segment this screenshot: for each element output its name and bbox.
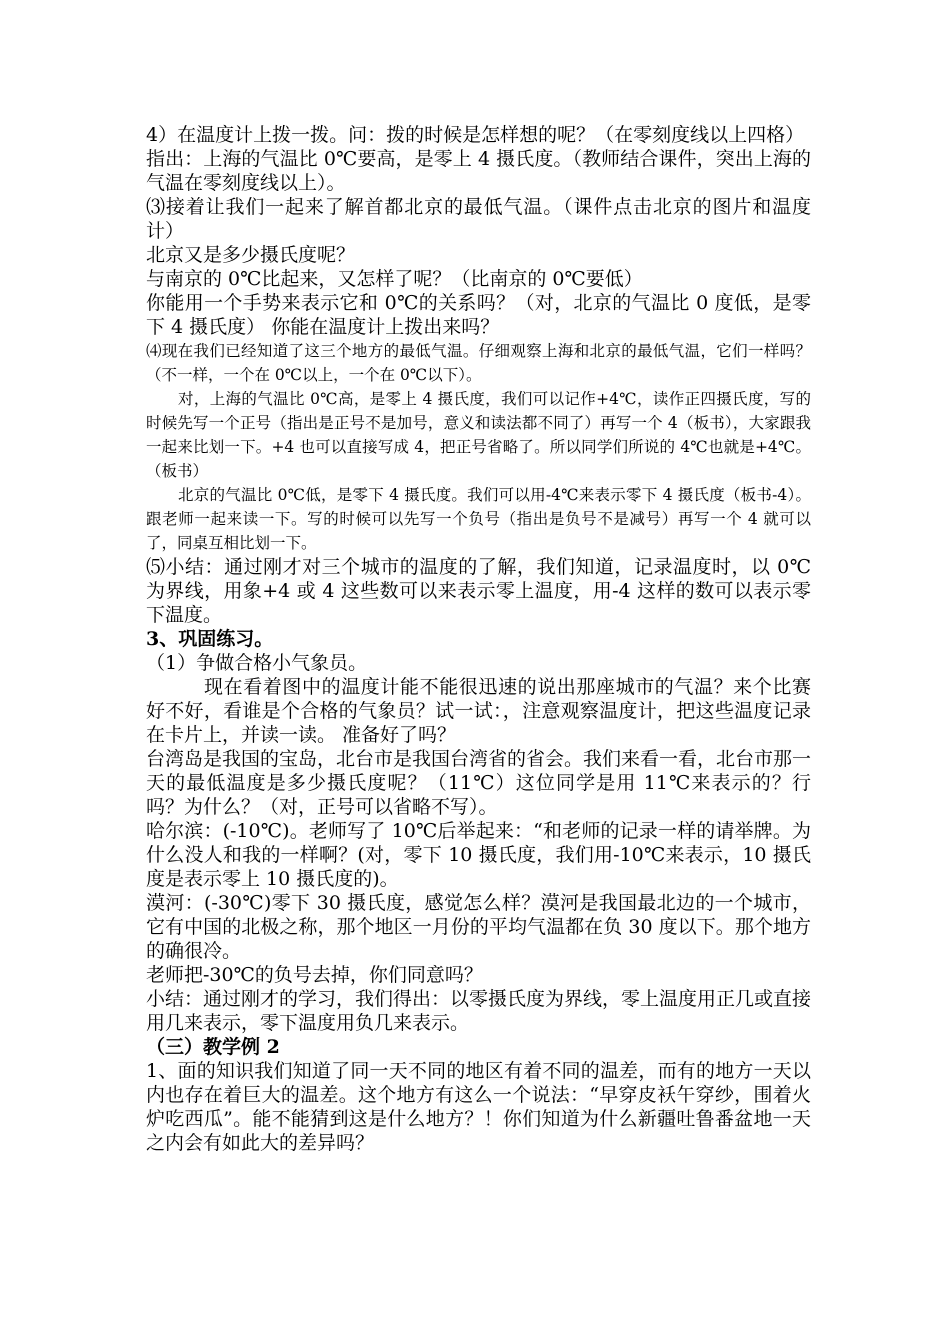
paragraph-9: 北京的气温比 0℃低，是零下 4 摄氏度。我们可以用-4℃来表示零下 4 摄氏度（板书-4）。跟老师一起来读一下。写的时候可以先写一个负号（指出是负号不是减号）再写一个 4 就可以了，同桌互相比划一下。 — [146, 486, 811, 552]
document-page — [146, 123, 811, 1155]
section-heading-practice: 3、巩固练习。 — [146, 628, 274, 650]
paragraph-2: 指出：上海的气温比 0℃要高，是零上 4 摄氏度。（教师结合课件，突出上海的气温在零刻度线以上）。 — [146, 148, 811, 194]
paragraph-14: 台湾岛是我国的宝岛，北台市是我国台湾省的省会。我们来看一看，北台市那一天的最低温度是多少摄氏度呢？（11℃）这位同学是用 11℃来表示的？行吗？为什么？（对，正号可以省略不写）。 — [146, 748, 812, 818]
paragraph-4: 北京又是多少摄氏度呢？ — [146, 244, 356, 266]
paragraph-5: 与南京的 0℃比起来，又怎样了呢？（比南京的 0℃要低） — [146, 268, 643, 290]
paragraph-17: 老师把-30℃的负号去掉，你们同意吗？ — [146, 964, 483, 986]
paragraph-1: 4）在温度计上拨一拨。问：拨的时候是怎样想的呢？（在零刻度线以上四格） — [146, 124, 805, 146]
paragraph-16: 漠河：(-30℃)零下 30 摄氏度，感觉怎么样？漠河是我国最北边的一个城市，它有中国的北极之称，那个地区一月份的平均气温都在负 30 度以下。那个地方的确很冷。 — [146, 892, 811, 962]
paragraph-6: 你能用一个手势来表示它和 0℃的关系吗？（对，北京的气温比 0 度低，是零下 4 摄氏度） 你能在温度计上拨出来吗？ — [146, 292, 811, 338]
paragraph-10: ⑸小结：通过刚才对三个城市的温度的了解，我们知道，记录温度时，以 0℃为界线，用象+4 或 4 这些数可以来表示零上温度，用-4 这样的数可以表示零下温度。 — [146, 556, 811, 626]
paragraph-20: 1、面的知识我们知道了同一天不同的地区有着不同的温差，而有的地方一天以内也存在着巨大的温差。这个地方有这么一个说法：“早穿皮袄午穿纱，围着火炉吃西瓜”。能不能猜到这是什么地方？！你们知道为什么新疆吐鲁番盆地一天之内会有如此大的差异吗？ — [146, 1060, 811, 1154]
paragraph-12: （1）争做合格小气象员。 — [146, 652, 368, 674]
paragraph-3: ⑶接着让我们一起来了解首都北京的最低气温。（课件点击北京的图片和温度计） — [146, 196, 811, 242]
paragraph-8: 对，上海的气温比 0℃高，是零上 4 摄氏度，我们可以记作+4℃，读作正四摄氏度，写的时候先写一个正号（指出是正号不是加号，意义和读法都不同了）再写一个 4（板书），大家跟我一起来比划一下。+4 也可以直接写成 4，把正号省略了。所以同学们所说的 4℃也就是+4℃。（板书） — [146, 390, 811, 480]
paragraph-18: 小结：通过刚才的学习，我们得出：以零摄氏度为界线，零上温度用正几或直接用几来表示，零下温度用负几来表示。 — [146, 988, 812, 1034]
paragraph-7: ⑷现在我们已经知道了这三个地方的最低气温。仔细观察上海和北京的最低气温，它们一样吗？（不一样，一个在 0℃以上，一个在 0℃以下）。 — [146, 342, 811, 384]
paragraph-15: 哈尔滨：(-10℃)。老师写了 10℃后举起来：“和老师的记录一样的请举牌。为什么没人和我的一样啊？(对，零下 10 摄氏度，我们用-10℃来表示，10 摄氏度是表示零上 10 摄氏度的)。 — [146, 820, 811, 890]
paragraph-13: 现在看着图中的温度计能不能很迅速的说出那座城市的气温？来个比赛好不好，看谁是个合格的气象员？试一试：，注意观察温度计，把这些温度记录在卡片上，并读一读。 准备好了吗？ — [146, 676, 811, 746]
section-heading-example-2: （三）教学例 2 — [146, 1036, 280, 1058]
